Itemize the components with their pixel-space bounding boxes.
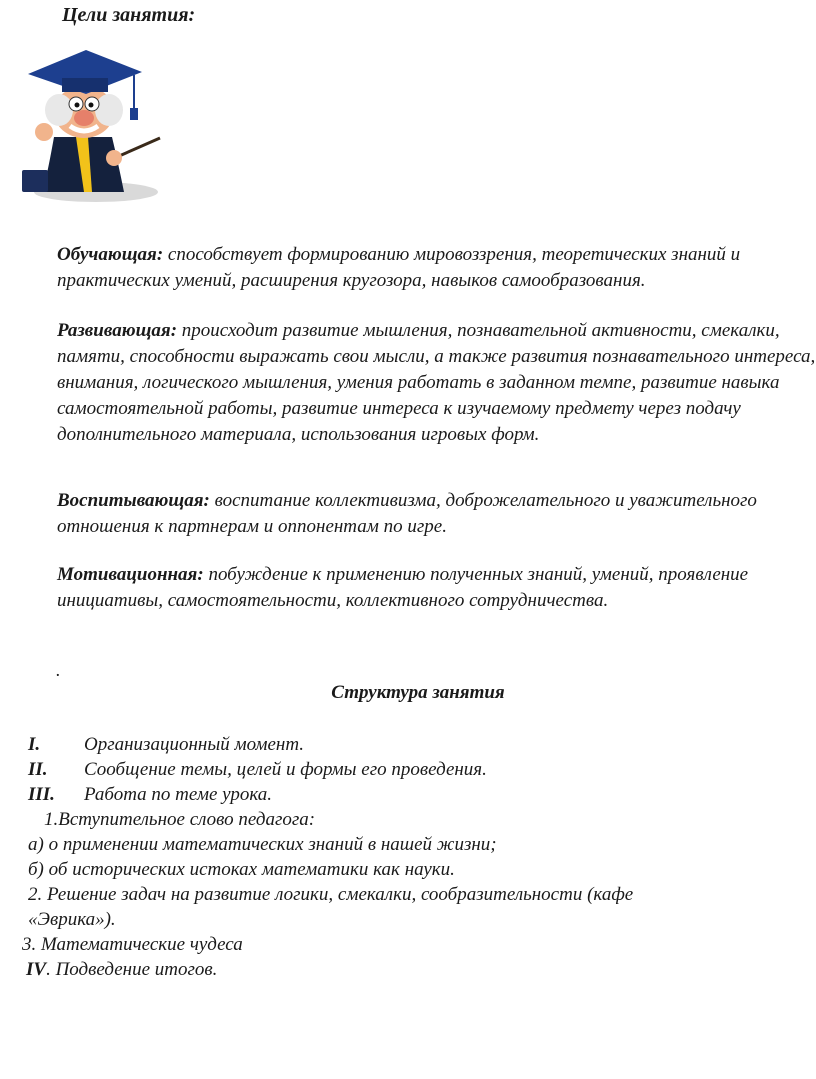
structure-title: Структура занятия (331, 682, 505, 703)
goal-text: способствует формированию мировоззрения, теоретических знаний и практических умений, расширения кругозора, навыков самообразования. (57, 244, 741, 291)
goal-label: Воспитывающая: (57, 490, 210, 511)
sub-item: а) о применении математических знаний в нашей жизни; (28, 834, 497, 855)
goal-text: происходит развитие мышления, познавательной активности, смекалки, памяти, способности выражать свои мысли, а также развития познавательного интереса, внимания, логического мышления, умения работать в заданном темпе, развитие навыка самостоятельной работы, развитие интереса к изучаемому предмету через подачу дополнительного материала, использования игровых форм. (57, 320, 816, 445)
item-number: I. (28, 734, 41, 755)
sub-item: 3. Математические чудеса (22, 934, 243, 955)
goal-label: Мотивационная: (57, 564, 204, 585)
item-text: Организационный момент. (84, 734, 305, 755)
item-text: Работа по теме урока. (84, 784, 272, 805)
stray-dot: . (56, 660, 61, 680)
item-number: III. (28, 784, 55, 805)
professor-owl-icon (14, 42, 162, 210)
goal-developing (57, 318, 816, 448)
sub-item: «Эврика»). (28, 909, 116, 930)
sub-item: б) об исторических истоках математики как науки. (28, 859, 455, 880)
item-text: . Подведение итогов. (46, 959, 218, 980)
sub-item: 2. Решение задач на развитие логики, смекалки, сообразительности (кафе (28, 884, 634, 905)
goal-label: Развивающая: (57, 320, 178, 341)
item-number: II. (28, 759, 48, 780)
goal-text: побуждение к применению полученных знаний, умений, проявление инициативы, самостоятельности, коллективного сотрудничества. (57, 564, 749, 611)
goal-text: воспитание коллективизма, доброжелательного и уважительного отношения к партнерам и оппонентам по игре. (57, 490, 757, 537)
goal-teaching (57, 242, 816, 294)
structure-item (0, 783, 816, 807)
page-title: Цели занятия: (62, 4, 196, 26)
goal-educating (57, 488, 816, 540)
goal-motivational (57, 562, 816, 614)
structure-item (0, 758, 816, 782)
final-item (26, 958, 217, 982)
item-number: IV (26, 959, 47, 980)
goal-label: Обучающая: (57, 244, 164, 265)
structure-item (0, 733, 816, 757)
sub-item: 1.Вступительное слово педагога: (44, 809, 316, 830)
item-text: Сообщение темы, целей и формы его проведения. (84, 759, 487, 780)
